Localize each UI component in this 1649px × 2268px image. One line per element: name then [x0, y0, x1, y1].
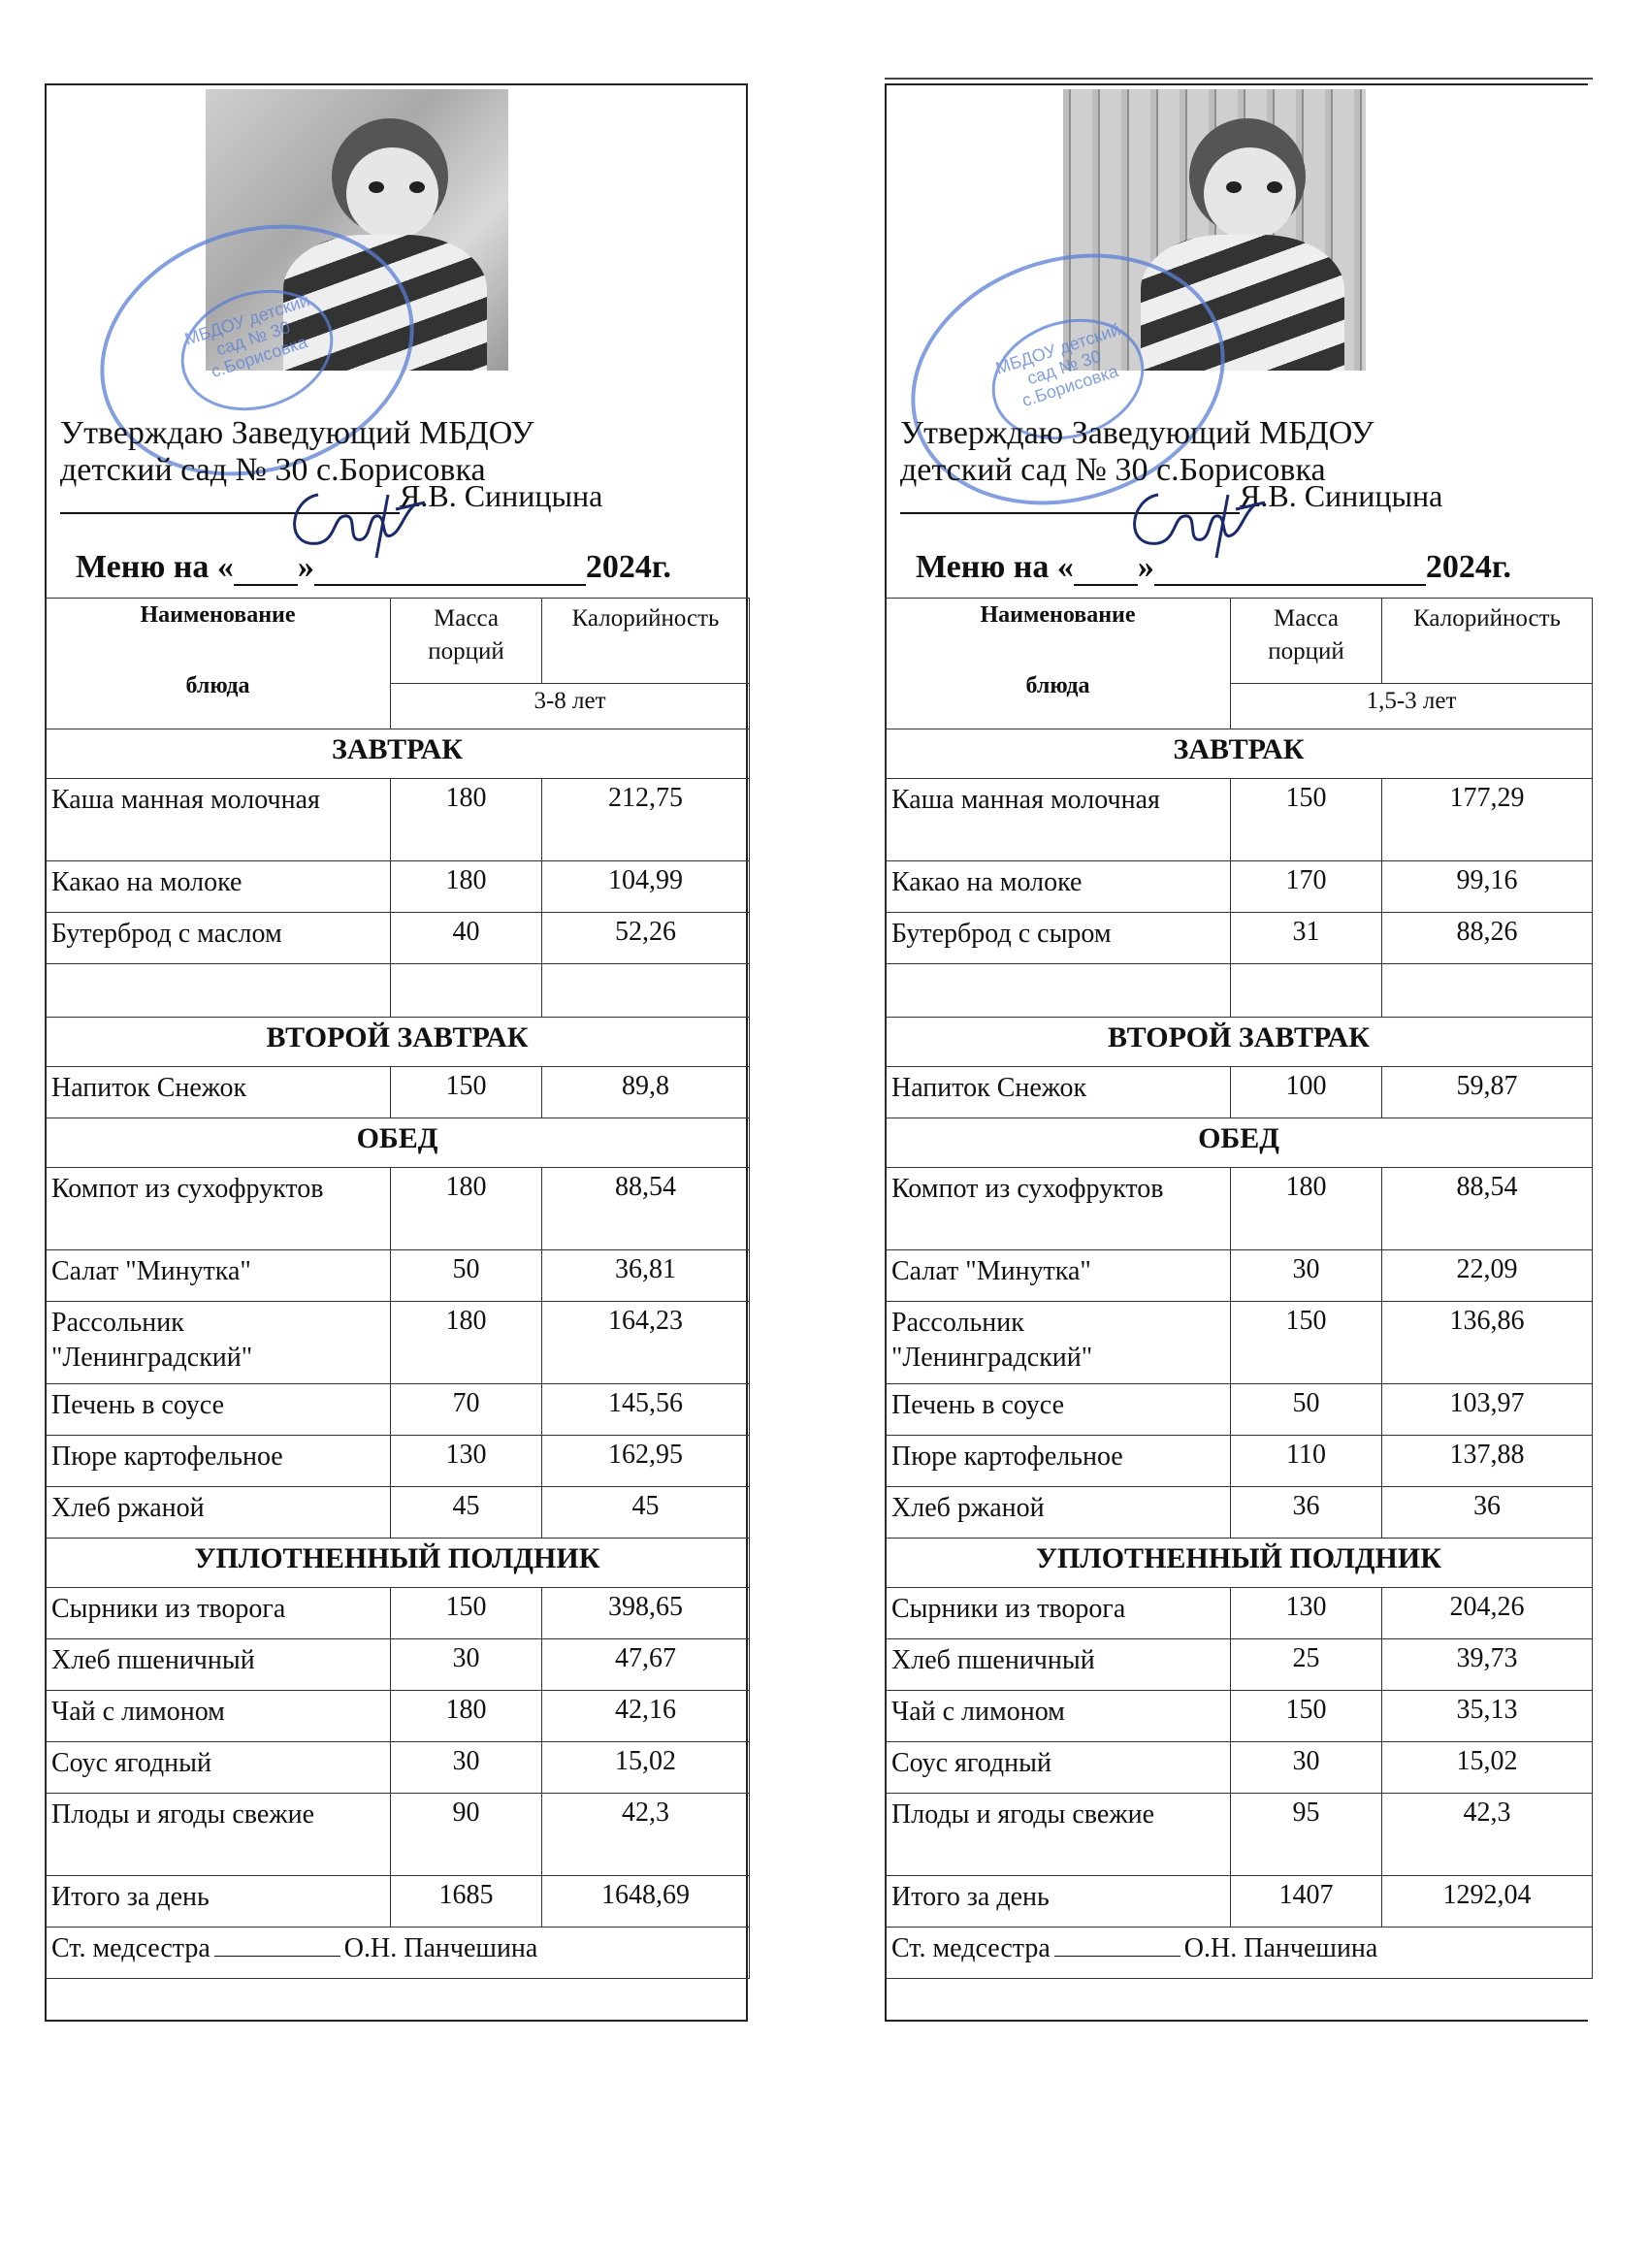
table-row [46, 1588, 750, 1639]
approval-line-2: детский сад № 30 с.Борисовка [900, 452, 1326, 488]
nurse-label: Ст. медсестра [51, 1933, 210, 1963]
approval-line-2: детский сад № 30 с.Борисовка [60, 452, 486, 488]
dish-name: Пюре картофельное [886, 1436, 1231, 1487]
dish-calories: 164,23 [542, 1302, 750, 1384]
dish-calories: 39,73 [1382, 1639, 1593, 1691]
table-row [886, 1168, 1593, 1250]
dish-name: Печень в соусе [46, 1384, 391, 1436]
total-row [886, 1876, 1593, 1928]
dish-mass: 170 [1231, 861, 1382, 913]
approval-line-1: Утверждаю Заведующий МБДОУ [900, 415, 1374, 451]
total-label: Итого за день [886, 1876, 1231, 1928]
dish-mass: 150 [391, 1588, 542, 1639]
dish-name: Хлеб пшеничный [46, 1639, 391, 1691]
dish-name: Рассольник "Ленинградский" [46, 1302, 391, 1384]
dish-name: Печень в соусе [886, 1384, 1231, 1436]
age-group: 1,5-3 лет [1231, 684, 1593, 729]
dish-calories: 36,81 [542, 1250, 750, 1302]
dish-name: Сырники из творога [886, 1588, 1231, 1639]
table-row [886, 1742, 1593, 1794]
dish-mass: 130 [1231, 1588, 1382, 1639]
menu-prefix: Меню на « [916, 549, 1074, 585]
total-mass: 1407 [1231, 1876, 1382, 1928]
dish-name: Плоды и ягоды свежие [886, 1794, 1231, 1876]
dish-calories: 136,86 [1382, 1302, 1593, 1384]
dish-mass: 150 [1231, 1302, 1382, 1384]
section-header: ОБЕД [46, 1118, 750, 1168]
table-row [46, 1794, 750, 1876]
dish-mass: 110 [1231, 1436, 1382, 1487]
dish-mass: 30 [1231, 1742, 1382, 1794]
dish-name: Напиток Снежок [886, 1067, 1231, 1118]
stamp-text: МБДОУ детский сад № 30 с.Борисовка [976, 300, 1159, 459]
nurse-signature-row [886, 1928, 1593, 1979]
dish-name: Пюре картофельное [46, 1436, 391, 1487]
dish-name: Рассольник "Ленинградский" [886, 1302, 1231, 1384]
dish-name: Каша манная молочная [886, 779, 1231, 861]
dish-name: Плоды и ягоды свежие [46, 1794, 391, 1876]
menu-sheet-1-5-3 [885, 83, 1588, 2022]
section-header: УПЛОТНЕННЫЙ ПОЛДНИК [46, 1539, 750, 1588]
table-row [886, 1588, 1593, 1639]
table-row [886, 1487, 1593, 1539]
table-row [886, 861, 1593, 913]
dish-mass: 30 [1231, 1250, 1382, 1302]
dish-name: Сырники из творога [46, 1588, 391, 1639]
dish-mass: 50 [1231, 1384, 1382, 1436]
total-row [46, 1876, 750, 1928]
table-row [886, 913, 1593, 964]
dish-mass: 70 [391, 1384, 542, 1436]
header-mass: Масса порций [391, 599, 542, 684]
dish-name: Какао на молоке [886, 861, 1231, 913]
menu-prefix: Меню на « [76, 549, 234, 585]
dish-calories: 103,97 [1382, 1384, 1593, 1436]
table-row [46, 1067, 750, 1118]
dish-mass: 130 [391, 1436, 542, 1487]
dish-mass: 36 [1231, 1487, 1382, 1539]
table-row [886, 1436, 1593, 1487]
dish-calories: 15,02 [1382, 1742, 1593, 1794]
dish-name: Компот из сухофруктов [46, 1168, 391, 1250]
dish-calories: 88,54 [1382, 1168, 1593, 1250]
dish-mass: 180 [391, 1691, 542, 1742]
table-row [886, 1794, 1593, 1876]
dish-mass: 150 [391, 1067, 542, 1118]
dish-name: Хлеб ржаной [886, 1487, 1231, 1539]
dish-mass: 180 [1231, 1168, 1382, 1250]
dish-calories: 212,75 [542, 779, 750, 861]
dish-calories: 15,02 [542, 1742, 750, 1794]
section-header: ЗАВТРАК [886, 729, 1593, 779]
menu-year: 2024г. [585, 549, 672, 585]
dish-calories: 36 [1382, 1487, 1593, 1539]
dish-calories: 145,56 [542, 1384, 750, 1436]
dish-name: Каша манная молочная [46, 779, 391, 861]
table-row [46, 1639, 750, 1691]
header-name-1: Наименование [140, 602, 296, 628]
menu-mid: » [1137, 549, 1154, 585]
dish-name: Хлеб ржаной [46, 1487, 391, 1539]
dish-mass: 180 [391, 1302, 542, 1384]
dish-mass: 150 [1231, 779, 1382, 861]
section-header: ВТОРОЙ ЗАВТРАК [46, 1018, 750, 1067]
table-row [886, 1302, 1593, 1384]
dish-name: Бутерброд с маслом [46, 913, 391, 964]
total-label: Итого за день [46, 1876, 391, 1928]
dish-name: Салат "Минутка" [46, 1250, 391, 1302]
empty-row [46, 964, 750, 1018]
total-calories: 1292,04 [1382, 1876, 1593, 1928]
dish-calories: 45 [542, 1487, 750, 1539]
header-name-1: Наименование [980, 602, 1136, 628]
stamp-text: МБДОУ детский сад № 30 с.Борисовка [165, 271, 348, 430]
dish-calories: 22,09 [1382, 1250, 1593, 1302]
header-mass: Масса порций [1231, 599, 1382, 684]
table-row [46, 861, 750, 913]
dish-mass: 150 [1231, 1691, 1382, 1742]
nurse-signature-row [46, 1928, 750, 1979]
table-row [46, 1487, 750, 1539]
dish-calories: 104,99 [542, 861, 750, 913]
section-header: ВТОРОЙ ЗАВТРАК [886, 1018, 1593, 1067]
dish-calories: 42,3 [1382, 1794, 1593, 1876]
dish-calories: 59,87 [1382, 1067, 1593, 1118]
empty-row [886, 964, 1593, 1018]
table-row [886, 1639, 1593, 1691]
menu-date-title [916, 549, 1511, 586]
dish-calories: 89,8 [542, 1067, 750, 1118]
section-header: ОБЕД [886, 1118, 1593, 1168]
table-row [46, 1302, 750, 1384]
dish-calories: 177,29 [1382, 779, 1593, 861]
dish-mass: 180 [391, 779, 542, 861]
dish-calories: 35,13 [1382, 1691, 1593, 1742]
table-row [886, 1384, 1593, 1436]
header-calories: Калорийность [1382, 599, 1593, 684]
nurse-name: О.Н. Панчешина [1183, 1933, 1378, 1963]
header-dish-name [46, 599, 391, 729]
dish-mass: 40 [391, 913, 542, 964]
dish-calories: 42,3 [542, 1794, 750, 1876]
table-row [46, 1168, 750, 1250]
dish-calories: 99,16 [1382, 861, 1593, 913]
table-row [46, 913, 750, 964]
table-row [886, 1691, 1593, 1742]
section-header: УПЛОТНЕННЫЙ ПОЛДНИК [886, 1539, 1593, 1588]
dish-calories: 137,88 [1382, 1436, 1593, 1487]
nurse-name: О.Н. Панчешина [343, 1933, 538, 1963]
dish-mass: 31 [1231, 913, 1382, 964]
dish-name: Салат "Минутка" [886, 1250, 1231, 1302]
total-mass: 1685 [391, 1876, 542, 1928]
dish-mass: 25 [1231, 1639, 1382, 1691]
menu-sheet-3-8 [45, 83, 748, 2022]
dish-calories: 47,67 [542, 1639, 750, 1691]
dish-mass: 180 [391, 1168, 542, 1250]
dish-name: Чай с лимоном [46, 1691, 391, 1742]
total-calories: 1648,69 [542, 1876, 750, 1928]
table-row [886, 1250, 1593, 1302]
menu-table [45, 598, 750, 1979]
menu-table [885, 598, 1593, 1979]
dish-name: Какао на молоке [46, 861, 391, 913]
table-row [46, 1691, 750, 1742]
table-row [46, 779, 750, 861]
dish-name: Чай с лимоном [886, 1691, 1231, 1742]
dish-mass: 100 [1231, 1067, 1382, 1118]
dish-name: Соус ягодный [46, 1742, 391, 1794]
dish-mass: 90 [391, 1794, 542, 1876]
dish-name: Хлеб пшеничный [886, 1639, 1231, 1691]
dish-name: Бутерброд с сыром [886, 913, 1231, 964]
dish-mass: 30 [391, 1639, 542, 1691]
top-rule [885, 78, 1593, 80]
table-row [46, 1250, 750, 1302]
signer-name: Я.В. Синицына [400, 478, 603, 513]
table-row [46, 1384, 750, 1436]
menu-mid: » [297, 549, 314, 585]
header-name-2: блюда [185, 673, 250, 698]
menu-date-title [76, 549, 671, 586]
nurse-label: Ст. медсестра [891, 1933, 1051, 1963]
dish-calories: 398,65 [542, 1588, 750, 1639]
dish-calories: 52,26 [542, 913, 750, 964]
approval-line-1: Утверждаю Заведующий МБДОУ [60, 415, 534, 451]
dish-calories: 162,95 [542, 1436, 750, 1487]
dish-mass: 95 [1231, 1794, 1382, 1876]
dish-mass: 45 [391, 1487, 542, 1539]
section-header: ЗАВТРАК [46, 729, 750, 779]
table-row [46, 1436, 750, 1487]
dish-name: Компот из сухофруктов [886, 1168, 1231, 1250]
menu-year: 2024г. [1425, 549, 1512, 585]
header-dish-name [886, 599, 1231, 729]
dish-mass: 50 [391, 1250, 542, 1302]
header-calories: Калорийность [542, 599, 750, 684]
dish-name: Соус ягодный [886, 1742, 1231, 1794]
dish-calories: 88,26 [1382, 913, 1593, 964]
table-row [886, 1067, 1593, 1118]
signer-name: Я.В. Синицына [1240, 478, 1443, 513]
dish-calories: 42,16 [542, 1691, 750, 1742]
table-row [886, 779, 1593, 861]
dish-mass: 30 [391, 1742, 542, 1794]
dish-mass: 180 [391, 861, 542, 913]
header-name-2: блюда [1025, 673, 1090, 698]
dish-calories: 204,26 [1382, 1588, 1593, 1639]
dish-calories: 88,54 [542, 1168, 750, 1250]
table-row [46, 1742, 750, 1794]
dish-name: Напиток Снежок [46, 1067, 391, 1118]
age-group: 3-8 лет [391, 684, 750, 729]
